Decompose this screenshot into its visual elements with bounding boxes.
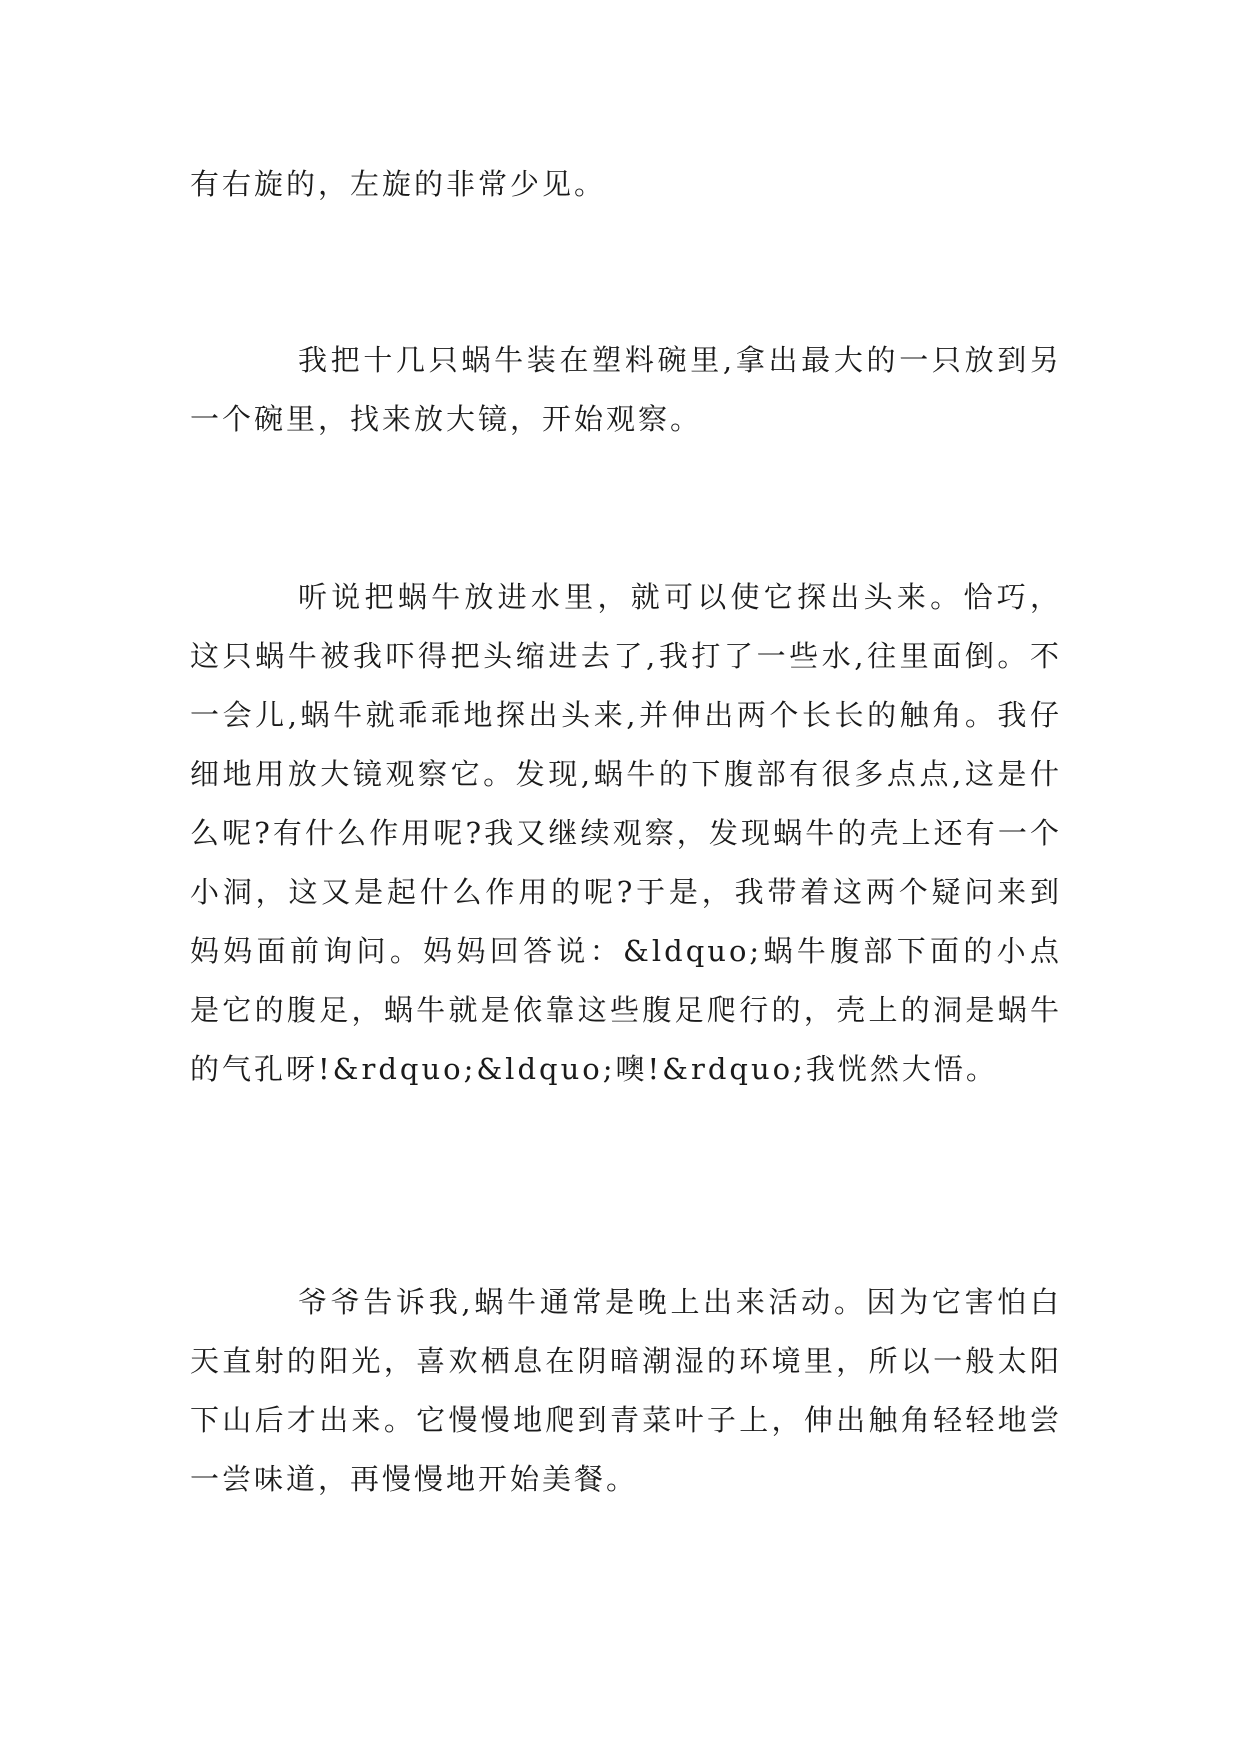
paragraph-3: 听说把蜗牛放进水里，就可以使它探出头来。恰巧，这只蜗牛被我吓得把头缩进去了,我打了一些水,往里面倒。不一会儿,蜗牛就乖乖地探出头来,并伸出两个长长的触角。我仔细地用放大镜观察它。发现,蜗牛的下腹部有很多点点,这是什么呢?有什么作用呢?我又继续观察，发现蜗牛的壳上还有一个小洞，这又是起什么作用的呢?于是，我带着这两个疑问来到妈妈面前询问。妈妈回答说：&ldquo;蜗牛腹部下面的小点是它的腹足，蜗牛就是依靠这些腹足爬行的，壳上的洞是蜗牛的气孔呀!&rdquo;&ldquo;噢!&rdquo;我恍然大悟。 [190,580,1062,1086]
paragraph-4: 爷爷告诉我,蜗牛通常是晚上出来活动。因为它害怕白天直射的阳光，喜欢栖息在阴暗潮湿的环境里，所以一般太阳下山后才出来。它慢慢地爬到青菜叶子上，伸出触角轻轻地尝一尝味道，再慢慢地开始美餐。 [190,1285,1062,1496]
paragraph-2: 我把十几只蜗牛装在塑料碗里,拿出最大的一只放到另一个碗里，找来放大镜，开始观察。 [190,343,1062,436]
paragraph-1: 有右旋的，左旋的非常少见。 [190,167,607,201]
